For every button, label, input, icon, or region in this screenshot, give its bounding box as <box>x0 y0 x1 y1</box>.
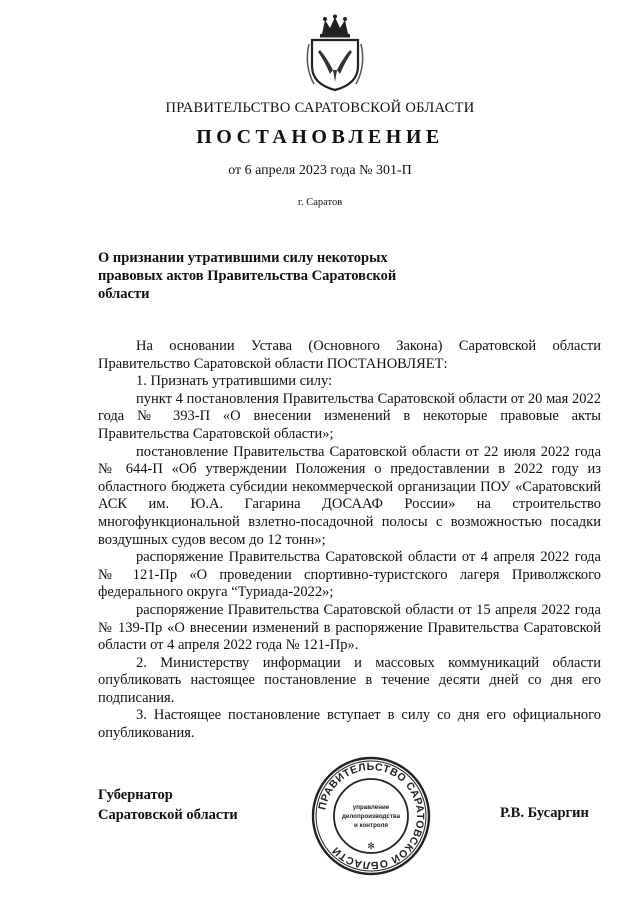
seal-ring-text: ПРАВИТЕЛЬСТВО САРАТОВСКОЙ ОБЛАСТИ <box>316 760 427 872</box>
government-title: ПРАВИТЕЛЬСТВО САРАТОВСКОЙ ОБЛАСТИ <box>165 100 475 116</box>
body-paragraph: постановление Правительства Саратовской области от 22 июля 2022 года № 644-П «Об утверждении Положения о предоставлении в 2022 году из областного бюджета субсидии некоммерческой организации ПОУ «Саратовский АСК им. Ю.А. Гагарина ДОСААФ России» на строительство многофункциональной взлетно-посадочной полосы с возможностью посадки воздушных судов весом до 12 тонн»; <box>98 443 601 548</box>
svg-text:✻: ✻ <box>367 842 375 852</box>
document-subject <box>98 249 428 303</box>
official-seal-icon <box>310 755 432 877</box>
body-paragraph: 3. Настоящее постановление вступает в силу со дня его официального опубликования. <box>98 707 601 742</box>
signatory-name: Р.В. Бусаргин <box>500 805 589 821</box>
seal-center-line: и контроля <box>353 822 389 829</box>
document-type: ПОСТАНОВЛЕНИЕ <box>196 126 444 148</box>
body-paragraph: 2. Министерству информации и массовых коммуникаций области опубликовать настоящее постановление в течение десяти дней со дня его подписания. <box>98 654 601 706</box>
signatory-title-line: Саратовской области <box>98 807 238 823</box>
seal-center-line: делопроизводства <box>341 813 401 820</box>
coat-of-arms-icon <box>300 14 370 92</box>
body-paragraph: На основании Устава (Основного Закона) Саратовской области Правительство Саратовской области ПОСТАНОВЛЯЕТ: <box>98 338 601 372</box>
body-paragraph: распоряжение Правительства Саратовской области от 15 апреля 2022 года № 139-Пр «О внесении изменений в распоряжение Правительства Саратовской области от 4 апреля 2022 года № 121-Пр». <box>98 601 601 654</box>
body-paragraph: распоряжение Правительства Саратовской области от 4 апреля 2022 года № 121-Пр «О проведении спортивно-туристского лагеря Приволжского федерального округа “Туриада-2022»; <box>98 549 601 601</box>
subject-line: области <box>98 286 150 302</box>
subject-line: правовых актов Правительства Саратовской <box>98 268 397 284</box>
signatory-title <box>98 785 238 825</box>
body-paragraph: 1. Признать утратившими силу: <box>136 373 333 390</box>
subject-line: О признании утратившими силу некоторых <box>98 250 388 266</box>
body-paragraph: пункт 4 постановления Правительства Саратовской области от 20 мая 2022 года № 393-П «О внесении изменений в некоторые правовые акты Правительства Саратовской области»; <box>98 390 601 442</box>
seal-center-line: управление <box>352 804 390 811</box>
document-date-number: от 6 апреля 2023 года № 301-П <box>228 163 412 178</box>
document-city: г. Саратов <box>297 197 343 208</box>
signatory-title-line: Губернатор <box>98 787 173 803</box>
document-body <box>98 338 601 743</box>
